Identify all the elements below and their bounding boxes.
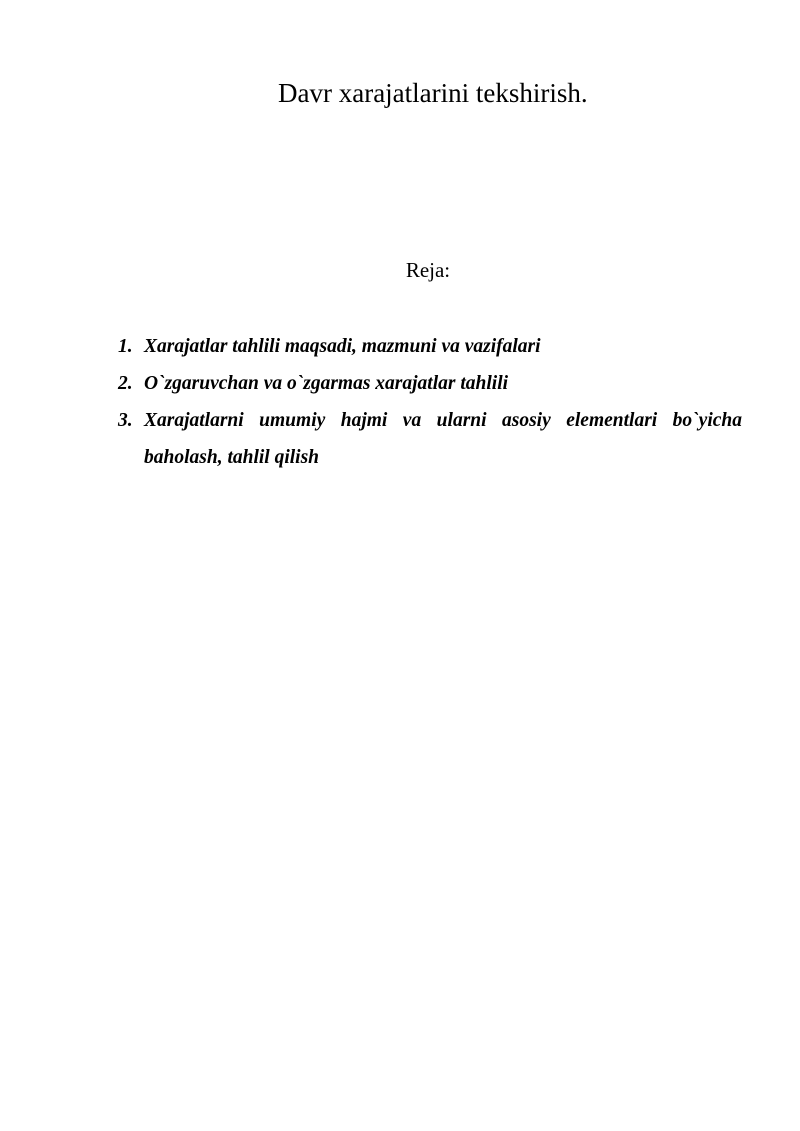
plan-item-text: O`zgaruvchan va o`zgarmas xarajatlar tahlili <box>144 373 509 394</box>
plan-item-number: 2. <box>118 373 133 394</box>
document-title: Davr xarajatlarini tekshirish. <box>278 78 588 108</box>
plan-list <box>118 328 742 476</box>
plan-item-number: 3. <box>118 410 133 431</box>
plan-item-text: Xarajatlar tahlili maqsadi, mazmuni va vazifalari <box>144 336 541 357</box>
plan-item-3 <box>118 402 742 476</box>
plan-heading: Reja: <box>405 258 451 282</box>
plan-item-1 <box>118 328 742 365</box>
plan-item-text: Xarajatlarni umumiy hajmi va ularni asosiy elementlari bo`yicha baholash, tahlil qilish <box>144 410 742 468</box>
plan-item-2 <box>118 365 742 402</box>
plan-item-number: 1. <box>118 336 133 357</box>
